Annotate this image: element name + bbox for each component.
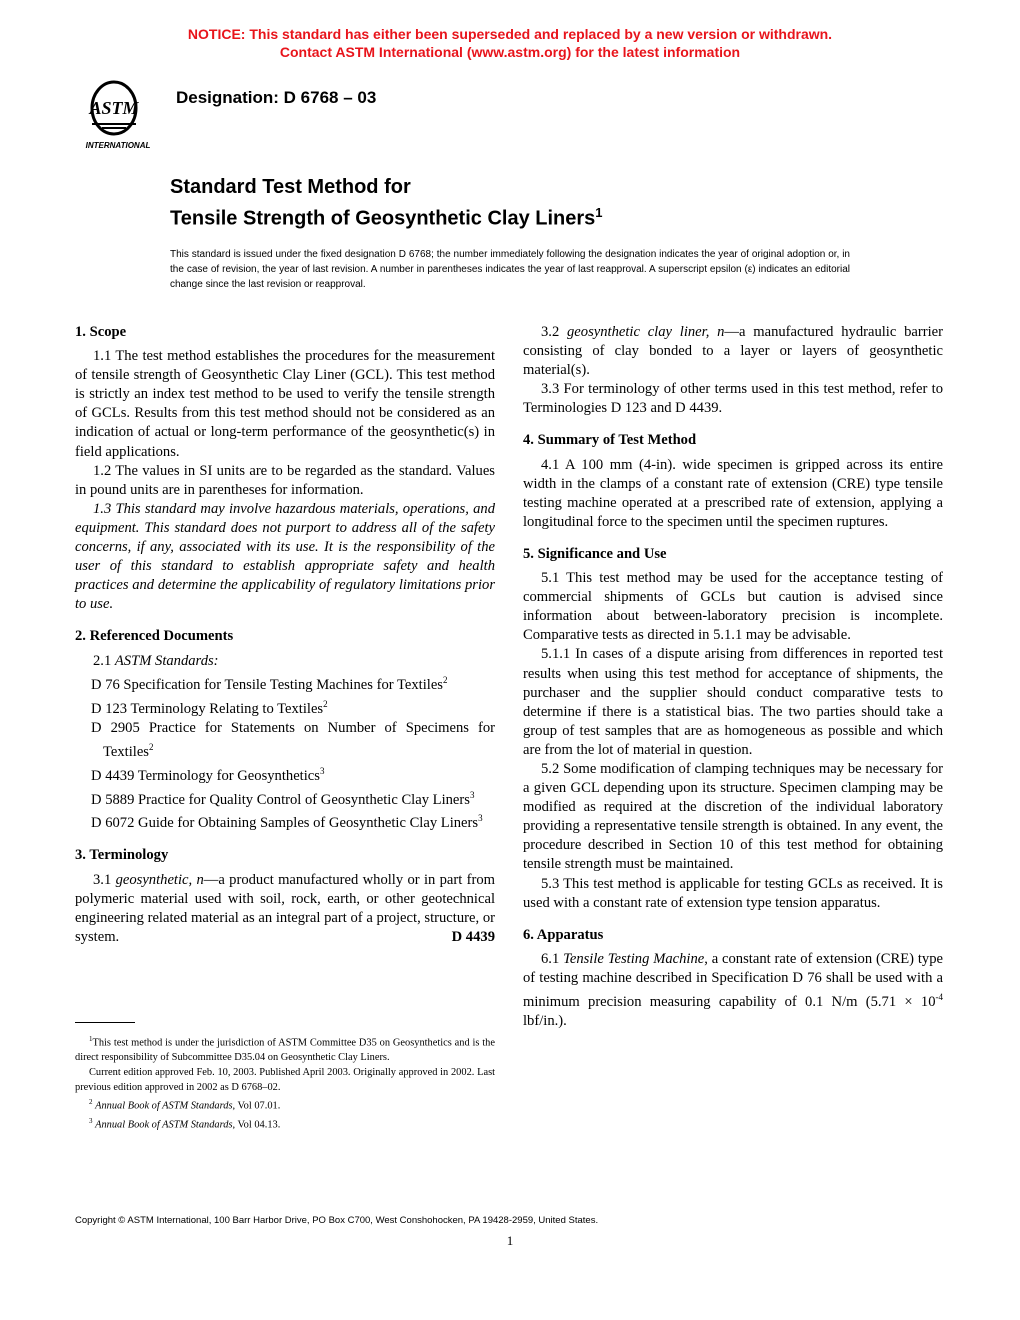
title-footnote-mark: 1 bbox=[595, 205, 603, 220]
reference-item: D 4439 Terminology for Geosynthetics$^3$ bbox=[91, 765, 325, 784]
footnote-2: $^2$ Annual Book of ASTM Standards, Vol 07.01. bbox=[89, 1098, 281, 1112]
references-heading: 2. Referenced Documents bbox=[75, 628, 234, 645]
section-terminology-cont bbox=[523, 323, 943, 418]
significance-p1: 5.1 This test method may be used for the acceptance testing of commercial shipments of GCLs but caution is advised since information about between-laboratory precision is incomplete. Comparative tests as directed in 5.1.1 may be advisable. bbox=[523, 570, 943, 644]
copyright-line: Copyright © ASTM International, 100 Barr Harbor Drive, PO Box C700, West Conshohocken, PA 19428-2959, United States. bbox=[75, 1215, 599, 1226]
left-column bbox=[75, 323, 495, 960]
designation: Designation: D 6768 – 03 bbox=[176, 88, 377, 107]
terminology-p3: 3.3 For terminology of other terms used in this test method, refer to Terminologies D 123 and D 4439. bbox=[523, 381, 943, 417]
apparatus-p1: 6.1 Tensile Testing Machine, a constant rate of extension (CRE) type of testing machine described in Specification D 76 shall be used with a minimum precision measuring capability of 0.1 N/m ($5.71 \times 10^{-4}$ lbf/in.). bbox=[523, 950, 944, 1029]
scope-heading: 1. Scope bbox=[75, 324, 127, 340]
page-number: 1 bbox=[506, 1233, 514, 1248]
reference-item: D 5889 Practice for Quality Control of Geosynthetic Clay Liners$^3$ bbox=[91, 789, 475, 808]
notice-banner bbox=[0, 25, 1020, 61]
terminology-p1-ref: D 4439 bbox=[451, 928, 495, 945]
scope-p3: 1.3 This standard may involve hazardous materials, operations, and equipment. This standard does not purport to address all of the safety concerns, if any, associated with its use. It is the responsibility of the user of this standard to establish appropriate safety and health practices and determine the applicability of regulatory limitations prior to use. bbox=[75, 500, 495, 613]
right-column bbox=[523, 323, 943, 1044]
footnotes bbox=[75, 1032, 495, 1132]
title-line-1: Standard Test Method for bbox=[170, 176, 411, 198]
scope-p1: 1.1 The test method establishes the procedures for the measurement of tensile strength of Geosynthetic Clay Liner (GCL). This test method is strictly an index test method to be used to verify the tensile strength of GCLs. Results from this test method should not be considered as an indication of actual or long-term performance of the geosynthetic(s) in field applications. bbox=[75, 348, 495, 460]
reference-item: D 6072 Guide for Obtaining Samples of Geosynthetic Clay Liners$^3$ bbox=[91, 813, 483, 832]
section-scope bbox=[75, 323, 495, 614]
reference-item: D 2905 Practice for Statements on Number of Specimens for Textiles$^2$ bbox=[91, 719, 495, 760]
reference-item: D 123 Terminology Relating to Textiles$^2$ bbox=[91, 698, 328, 717]
section-summary bbox=[523, 431, 943, 531]
terminology-p2: 3.2 geosynthetic clay liner, n—a manufactured hydraulic barrier consisting of clay bonded to a layer or layers of geosynthetic material(s). bbox=[523, 324, 943, 379]
significance-heading: 5. Significance and Use bbox=[523, 545, 667, 562]
apparatus-heading: 6. Apparatus bbox=[523, 926, 604, 943]
section-significance bbox=[523, 545, 943, 913]
summary-p1: 4.1 A 100 mm (4-in). wide specimen is gripped across its entire width in the clamps of a constant rate of extension (CRE) type tensile testing machine operated at a prescribed rate of extension, applying a longitudinal force to the specimen until the specimen ruptures. bbox=[523, 456, 943, 530]
significance-p2: 5.1.1 In cases of a dispute arising from differences in reported test results when using this test method for acceptance of shipments, the purchaser and the supplier should conduct comparative tests to determine if there is a statistical bias. The two parties should take a group of test samples that are as homogeneous as possible and which are from the lot of material in question. bbox=[523, 646, 943, 758]
section-terminology bbox=[75, 846, 495, 946]
document-title bbox=[170, 174, 603, 232]
references-sub: 2.1 ASTM Standards: bbox=[93, 652, 219, 669]
summary-heading: 4. Summary of Test Method bbox=[523, 432, 697, 449]
reference-item: D 76 Specification for Tensile Testing Machines for Textiles$^2$ bbox=[91, 674, 448, 693]
astm-logo-mark bbox=[88, 82, 139, 134]
intro-paragraph: This standard is issued under the fixed designation D 6768; the number immediately following the designation indicates the year of original adoption or, in the case of revision, the year of last revision. A number in parentheses indicates the year of last reapproval. A superscript epsilon (ε) indicates an editorial change since the last revision or reapproval. bbox=[170, 249, 850, 290]
footnote-3: $^3$ Annual Book of ASTM Standards, Vol 04.13. bbox=[89, 1116, 281, 1131]
title-line-2-text: Tensile Strength of Geosynthetic Clay Liners bbox=[170, 207, 596, 230]
logo-international-text: INTERNATIONAL bbox=[85, 141, 151, 150]
significance-p4: 5.3 This test method is applicable for testing GCLs as received. It is used with a constant rate of extension type tension apparatus. bbox=[523, 875, 943, 911]
title-line-2 bbox=[170, 200, 603, 232]
logo-letters: ASTM bbox=[89, 98, 139, 118]
footnote-divider bbox=[75, 1022, 135, 1023]
section-apparatus bbox=[523, 926, 943, 1031]
scope-p2: 1.2 The values in SI units are to be regarded as the standard. Values in pound units are in parentheses for information. bbox=[75, 462, 495, 498]
footnote-1: $^1$This test method is under the jurisdiction of ASTM Committee D35 on Geosynthetics and is the direct responsibility of Subcommittee D35.04 on Geosynthetic Clay Liners. bbox=[75, 1035, 495, 1064]
astm-logo bbox=[72, 78, 164, 154]
significance-p3: 5.2 Some modification of clamping techniques may be necessary for a given GCL depending upon its structure. Specimen clamping may be modified as required at the discretion of the individual laboratory providing a representative tensile strength is obtained. In any event, the procedure described in Section 10 of this test method for obtaining tensile strength must be maintained. bbox=[523, 760, 943, 873]
section-referenced-documents bbox=[75, 627, 495, 833]
footnote-1b: Current edition approved Feb. 10, 2003. Published April 2003. Originally approved in 2002. Last previous edition approved in 2002 as D 6768–02. bbox=[75, 1067, 495, 1094]
notice-line-2: Contact ASTM International (www.astm.org) for the latest information bbox=[279, 44, 741, 60]
notice-line-1: NOTICE: This standard has either been superseded and replaced by a new version or withdrawn. bbox=[187, 26, 833, 42]
terminology-p1: 3.1 geosynthetic, n—a product manufactured wholly or in part from polymeric material used with soil, rock, earth, or other geotechnical engineering related material as an integral part of a project, structure, or system. D 4439 bbox=[75, 871, 495, 947]
terminology-heading: 3. Terminology bbox=[75, 847, 169, 864]
